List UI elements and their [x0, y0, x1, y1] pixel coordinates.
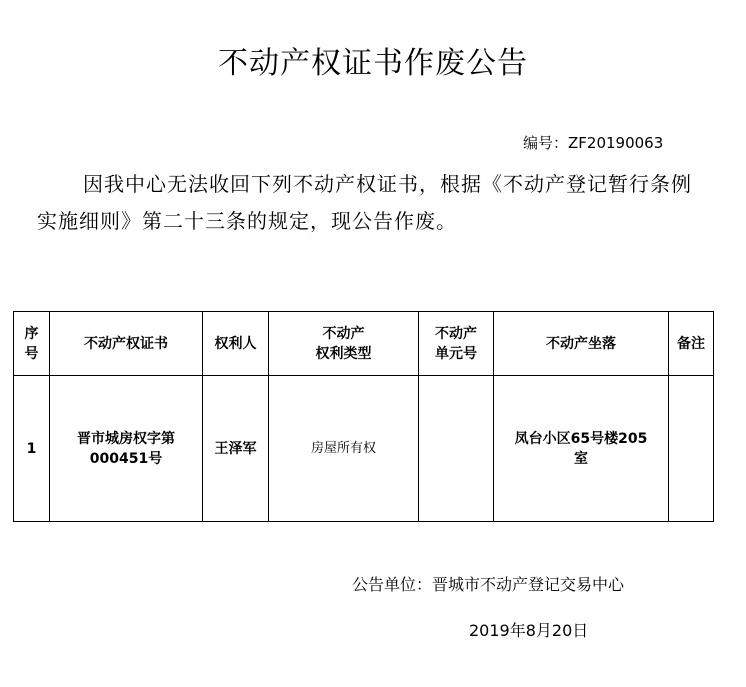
cell-remark — [669, 376, 714, 522]
header-remark: 备注 — [669, 312, 714, 376]
voided-certificates-table — [13, 311, 714, 522]
document-number: 编号：ZF20190063 — [523, 134, 664, 152]
table-row — [14, 376, 714, 522]
header-location: 不动产坐落 — [494, 312, 669, 376]
header-certificate: 不动产权证书 — [50, 312, 203, 376]
cell-location: 凤台小区65号楼205 室 — [494, 376, 669, 522]
header-seq: 序 号 — [14, 312, 50, 376]
header-unit-no: 不动产 单元号 — [419, 312, 494, 376]
notice-paragraph — [37, 166, 697, 240]
header-right-type: 不动产 权利类型 — [269, 312, 419, 376]
table-header-row — [14, 312, 714, 376]
cell-certificate: 晋市城房权字第 000451号 — [50, 376, 203, 522]
issuing-unit: 公告单位：晋城市不动产登记交易中心 — [352, 575, 625, 594]
page-title: 不动产权证书作废公告 — [218, 46, 528, 81]
cell-unit-no — [419, 376, 494, 522]
cell-holder: 王泽军 — [203, 376, 269, 522]
cell-seq: 1 — [14, 376, 50, 522]
header-holder: 权利人 — [203, 312, 269, 376]
issue-date: 2019年8月20日 — [469, 621, 589, 640]
cell-right-type: 房屋所有权 — [269, 376, 419, 522]
notice-paragraph-text: 因我中心无法收回下列不动产权证书，根据《不动产登记暂行条例实施细则》第二十三条的规定，现公告作废。 — [37, 172, 692, 233]
